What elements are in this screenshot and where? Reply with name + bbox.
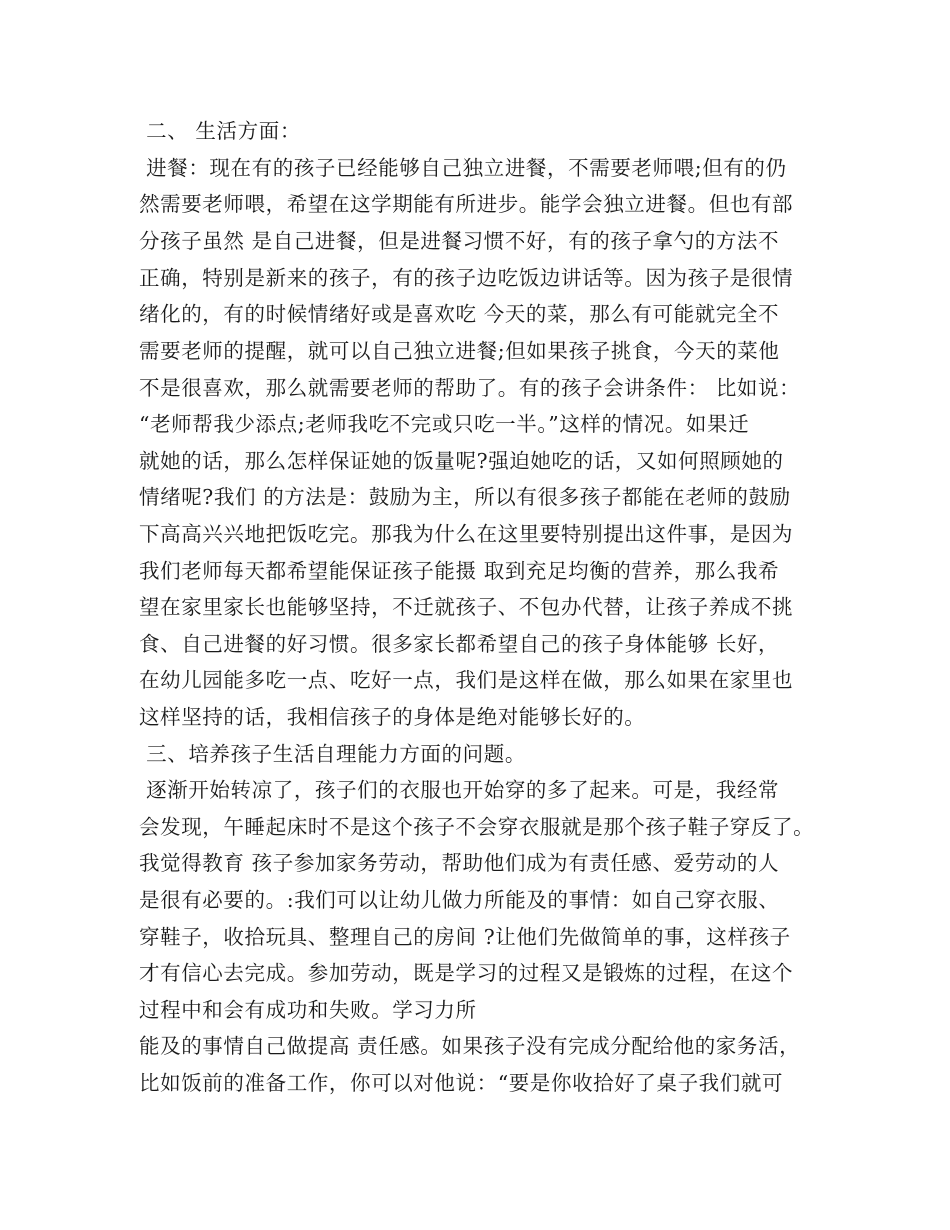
paragraph-line: 我们老师每天都希望能保证孩子能摄 取到充足均衡的营养，那么我希 <box>139 559 780 583</box>
section-heading-life: 二、 生活方面： <box>139 119 301 143</box>
section-heading-selfcare: 三、培养孩子生活自理能力方面的问题。 <box>139 742 526 766</box>
paragraph-line: 食、自己进餐的好习惯。很多家长都希望自己的孩子身体能够 长好， <box>139 632 780 656</box>
paragraph-line: 进餐：现在有的孩子已经能够自己独立进餐，不需要老师喂;但有的仍 <box>139 156 787 180</box>
paragraph-line: 会发现，午睡起床时不是这个孩子不会穿衣服就是那个孩子鞋子穿反了。 <box>139 815 815 839</box>
paragraph-line: 在幼儿园能多吃一点、吃好一点，我们是这样在做，那么如果在家里也 <box>139 668 794 692</box>
paragraph-line: 是很有必要的。:我们可以让幼儿做力所能及的事情：如自己穿衣服、 <box>139 888 780 912</box>
paragraph-line: 能及的事情自己做提高 责任感。如果孩子没有完成分配给他的家务活， <box>139 1034 801 1058</box>
paragraph-line: 不是很喜欢，那么就需要老师的帮助了。有的孩子会讲条件： 比如说： <box>139 376 801 400</box>
paragraph-line: 穿鞋子，收拾玩具、整理自己的房间 ?让他们先做简单的事，这样孩子 <box>139 925 791 949</box>
paragraph-line: 正确，特别是新来的孩子，有的孩子边吃饭边讲话等。因为孩子是很情 <box>139 266 794 290</box>
paragraph-line: 这样坚持的话，我相信孩子的身体是绝对能够长好的。 <box>139 705 646 729</box>
paragraph-line: 然需要老师喂，希望在这学期能有所进步。能学会独立进餐。但也有部 <box>139 192 794 216</box>
paragraph-line: 需要老师的提醒，就可以自己独立进餐;但如果孩子挑食，今天的菜他 <box>139 339 780 363</box>
paragraph-line: 过程中和会有成功和失败。学习力所 <box>139 998 477 1022</box>
paragraph-line: 情绪呢?我们 的方法是：鼓励为主，所以有很多孩子都能在老师的鼓励 <box>139 485 791 509</box>
paragraph-line: 就她的话，那么怎样保证她的饭量呢?强迫她吃的话，又如何照顾她的 <box>139 449 784 473</box>
paragraph-line: 我觉得教育 孩子参加家务劳动，帮助他们成为有责任感、爱劳动的人 <box>139 851 780 875</box>
paragraph-line: 分孩子虽然 是自己进餐，但是进餐习惯不好，有的孩子拿勺的方法不 <box>139 229 780 253</box>
paragraph-line: 比如饭前的准备工作，你可以对他说：“要是你收拾好了桌子我们就可 <box>139 1071 784 1095</box>
paragraph-line: 才有信心去完成。参加劳动，既是学习的过程又是锻炼的过程，在这个 <box>139 961 794 985</box>
paragraph-line: 望在家里家长也能够坚持，不迁就孩子、不包办代替，让孩子养成不挑 <box>139 595 794 619</box>
paragraph-line: 下高高兴兴地把饭吃完。那我为什么在这里要特别提出这件事，是因为 <box>139 522 794 546</box>
paragraph-line: 绪化的，有的时候情绪好或是喜欢吃 今天的菜，那么有可能就完全不 <box>139 302 780 326</box>
paragraph-line: “老师帮我少添点;老师我吃不完或只吃一半。”这样的情况。如果迁 <box>139 412 750 436</box>
paragraph-line: 逐渐开始转凉了，孩子们的衣服也开始穿的多了起来。可是，我经常 <box>139 778 780 802</box>
